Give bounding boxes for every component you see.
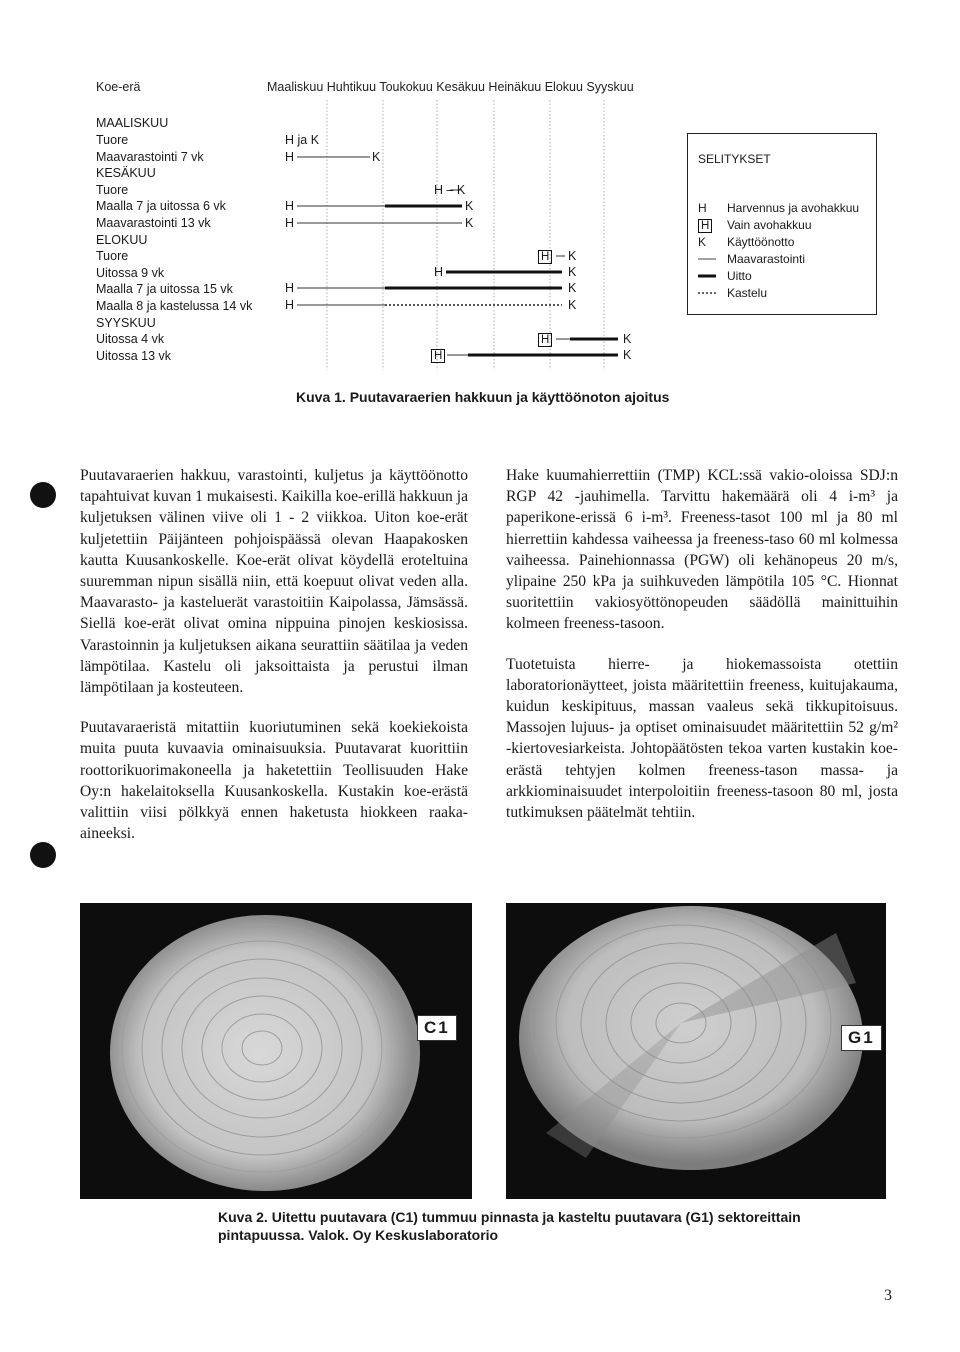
mark-h-dash-k: H – K (434, 183, 466, 197)
right-column (506, 465, 898, 842)
left-column (80, 465, 468, 863)
mark-h-boxed: H (538, 249, 552, 264)
mark-h: H (285, 216, 295, 230)
mark-k: K (568, 298, 577, 312)
legend-symbol-h-boxed: H (698, 218, 716, 233)
row-label: SYYSKUU (96, 316, 156, 330)
mark-h: H (285, 150, 295, 164)
paragraph: Tuotetuista hierre- ja hiokemassoista otettiin laboratorionäytteet, joista määritettiin freeness, kuitujakauma, kuidun keskipituus, massan vaaleus sekä tikkupitoisuus. Massojen lujuus- ja optiset ominaisuudet määritettiin 52 g/m² -kiertovesiarkeista. Johtopäätösten tekoa varten kustakin koe-erästä tehtyjen kolmen freeness-tason massa- ja arkkiominaisuudet interpoloitiin freeness-tasoon 80 ml, josta tutkimuksen päätelmät tehtiin. (506, 655, 898, 822)
mark-h-boxed: H (431, 348, 445, 363)
legend-item: Maavarastointi (727, 252, 806, 266)
mark-k: K (568, 249, 577, 263)
photo-g1 (506, 903, 886, 1199)
legend-symbol-h: H (698, 201, 707, 215)
photo-c1 (80, 903, 472, 1199)
legend-item: Vain avohakkuu (727, 218, 812, 232)
row-label: Maalla 7 ja uitossa 15 vk (96, 282, 233, 296)
log-crosssection-image (506, 903, 886, 1199)
mark-k: K (623, 332, 632, 346)
caption-label: Kuva 1. (296, 389, 346, 405)
header-group-label: Koe-erä (96, 80, 141, 94)
legend-title: SELITYKSET (698, 152, 771, 166)
mark-k: K (372, 150, 381, 164)
punch-hole (30, 842, 56, 868)
mark-k: K (465, 199, 474, 213)
paragraph: Puutavaraeristä mitattiin kuoriutuminen sekä koekiekoista muita puuta kuvaavia ominaisuuksia. Puutavarat kuorittiin roottorikuorimakoneella ja haketettiin Teollisuuden Hake Oy:n hakelaitoksella Kuusankoskella. Kustakin koe-erästä valittiin viisi pölkkyä ennen haketusta hiokkeen raaka-aineeksi. (80, 719, 468, 843)
caption-label: Kuva 2. (218, 1209, 268, 1225)
mark-h-boxed: H (538, 332, 552, 347)
mark-h-ja-k: H ja K (285, 133, 320, 147)
row-label: KESÄKUU (96, 166, 156, 180)
row-label: Maalla 7 ja uitossa 6 vk (96, 199, 226, 213)
row-label: Maavarastointi 7 vk (96, 150, 204, 164)
legend-item: Kastelu (727, 286, 768, 300)
month-dividers (327, 100, 604, 370)
figure-2-caption (218, 1208, 818, 1244)
row-label: Uitossa 9 vk (96, 266, 165, 280)
row-label: Uitossa 13 vk (96, 349, 172, 363)
legend-item: Harvennus ja avohakkuu (727, 201, 860, 215)
mark-k: K (568, 281, 577, 295)
row-label: Maavarastointi 13 vk (96, 216, 211, 230)
photo-label-g1: G1 (841, 1025, 882, 1051)
legend-box (687, 133, 877, 315)
caption-text: Puutavaraerien hakkuun ja käyttöönoton ajoitus (349, 389, 670, 405)
row-label: Tuore (96, 183, 129, 197)
legend-symbol-k: K (698, 235, 707, 249)
mark-h: H (285, 199, 295, 213)
legend-item: Käyttöönotto (727, 235, 795, 249)
row-label: MAALISKUU (96, 116, 169, 130)
punch-hole (30, 482, 56, 508)
header-months: Maaliskuu Huhtikuu Toukokuu Kesäkuu Heinäkuu Elokuu Syyskuu (267, 80, 634, 94)
paragraph: Puutavaraerien hakkuu, varastointi, kuljetus ja käyttöönotto tapahtuivat kuvan 1 mukaisesti. Kaikilla koe-erillä hakkuun ja kuljetuksen välinen viive oli 1 - 2 viikkoa. Uiton koe-erät kuljetettiin Päijänteen pohjoispäässä olevan Haapakosken kautta Kuusankoskelle. Koe-erät olivat köydellä eroteltuina suuremman nipun sisällä niin, että koepuut olivat veden alla. Maavarasto- ja kasteluerät varastoitiin Kaipolassa, Jämsässä. Siellä koe-erät olivat omina nippuina pinojen keskiosissa. Varastoinnin ja kuljetuksen aikana seurattiin säätilaa ja veden lämpötilaa. Kastelu oli jaksoittaista ja perustui ilman lämpötilaan ja kosteuteen. (80, 467, 469, 697)
log-crosssection-image (80, 903, 472, 1199)
mark-h: H (434, 265, 444, 279)
mark-k: K (623, 348, 632, 362)
row-label: Tuore (96, 249, 129, 263)
mark-k: K (465, 216, 474, 230)
paragraph: Hake kuumahierrettiin (TMP) KCL:ssä vakio-oloissa SDJ:n RGP 42 -jauhimella. Tarvittu hakemäärä oli 4 i-m³ ja paperikone-erissä 6 i-m³. Freeness-tasot 100 ml ja 80 ml hierrettiin kahdessa vaiheessa ja freeness-taso 60 ml kolmessa vaiheessa. Painehionnassa (PGW) oli kehänopeus 20 m/s, ylipaine 250 kPa ja suihkuveden lämpötila 105 °C. Hionnat suoritettiin vakiosyöttönopeuden säädöllä mainittuihin kolmeen freeness-tasoon. (506, 467, 898, 633)
mark-h: H (285, 281, 295, 295)
row-label: Maalla 8 ja kastelussa 14 vk (96, 299, 253, 313)
photo-label-c1: C1 (417, 1015, 457, 1041)
legend-item: Uitto (727, 269, 752, 283)
mark-k: K (568, 265, 577, 279)
row-label: Uitossa 4 vk (96, 332, 165, 346)
page-number: 3 (884, 1287, 892, 1304)
row-label: Tuore (96, 133, 129, 147)
figure-1-caption (296, 389, 669, 405)
row-label: ELOKUU (96, 233, 148, 247)
mark-h: H (285, 298, 295, 312)
legend-line-symbols (698, 251, 720, 307)
caption-text: Uitettu puutavara (C1) tummuu pinnasta ja kasteltu puutavara (G1) sektoreittain pintapuussa. Valok. Oy Keskuslaboratorio (218, 1209, 801, 1243)
